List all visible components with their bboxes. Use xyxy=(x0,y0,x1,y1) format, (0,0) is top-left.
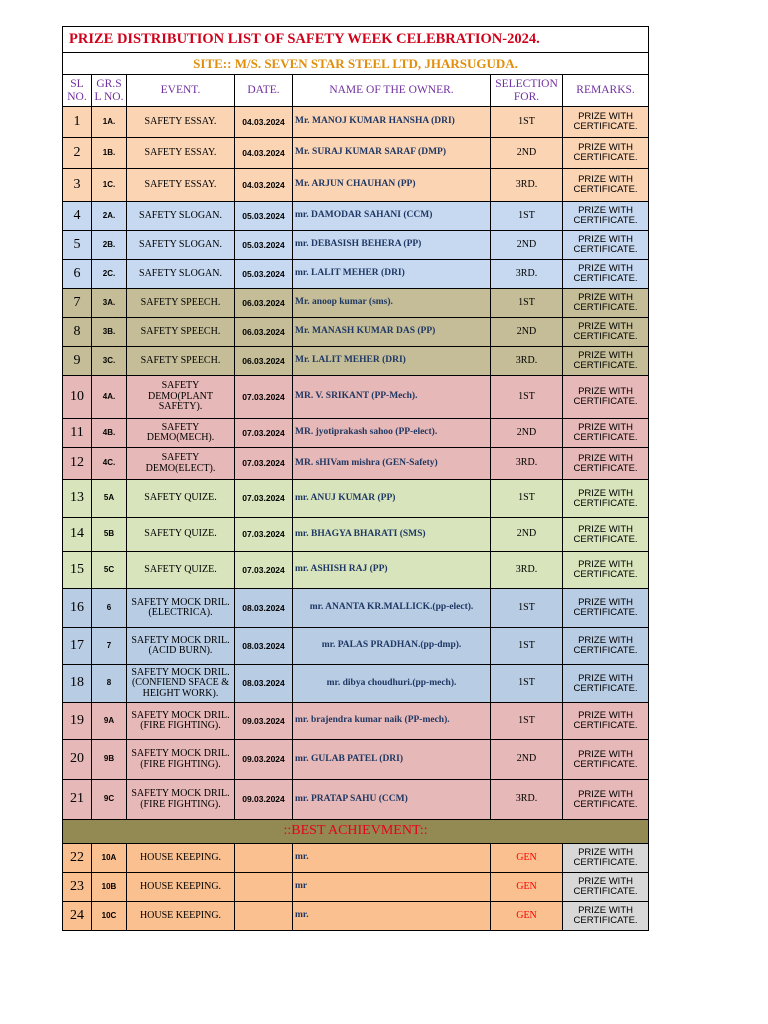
prize-sheet xyxy=(62,26,648,931)
event-date: 06.03.2024 xyxy=(235,347,293,376)
table-row xyxy=(63,448,649,480)
sl-number: 9 xyxy=(63,347,92,376)
event-date: 05.03.2024 xyxy=(235,202,293,231)
sl-number: 23 xyxy=(63,873,92,902)
sl-number: 6 xyxy=(63,260,92,289)
group-number: 8 xyxy=(92,665,127,703)
header-owner: NAME OF THE OWNER. xyxy=(293,75,491,107)
owner-name: mr. GULAB PATEL (DRI) xyxy=(293,740,491,780)
owner-name: mr. ASHISH RAJ (PP) xyxy=(293,552,491,589)
selection-rank: 3RD. xyxy=(491,260,563,289)
sl-number: 18 xyxy=(63,665,92,703)
table-row xyxy=(63,740,649,780)
event-name: HOUSE KEEPING. xyxy=(127,873,235,902)
owner-name: mr. ANUJ KUMAR (PP) xyxy=(293,480,491,518)
table-row xyxy=(63,552,649,589)
event-date: 07.03.2024 xyxy=(235,552,293,589)
event-date xyxy=(235,844,293,873)
event-date: 04.03.2024 xyxy=(235,138,293,169)
selection-rank: 3RD. xyxy=(491,169,563,202)
owner-name: MR. V. SRIKANT (PP-Mech). xyxy=(293,376,491,419)
event-name: SAFETY QUIZE. xyxy=(127,552,235,589)
event-name: SAFETY ESSAY. xyxy=(127,107,235,138)
owner-name: Mr. anoop kumar (sms). xyxy=(293,289,491,318)
event-name: SAFETY QUIZE. xyxy=(127,480,235,518)
page-title: PRIZE DISTRIBUTION LIST OF SAFETY WEEK CELEBRATION-2024. xyxy=(63,27,649,53)
remarks: PRIZE WITH CERTIFICATE. xyxy=(563,740,649,780)
remarks: PRIZE WITH CERTIFICATE. xyxy=(563,518,649,552)
event-date: 07.03.2024 xyxy=(235,518,293,552)
event-name: SAFETY MOCK DRIL. (FIRE FIGHTING). xyxy=(127,780,235,820)
sl-number: 11 xyxy=(63,419,92,448)
group-number: 4B. xyxy=(92,419,127,448)
header-date: DATE. xyxy=(235,75,293,107)
selection-rank: 2ND xyxy=(491,518,563,552)
event-name: SAFETY MOCK DRIL. (FIRE FIGHTING). xyxy=(127,703,235,740)
owner-name: mr. PALAS PRADHAN.(pp-dmp). xyxy=(293,628,491,665)
group-number: 10A xyxy=(92,844,127,873)
sl-number: 1 xyxy=(63,107,92,138)
group-number: 3A. xyxy=(92,289,127,318)
group-number: 2B. xyxy=(92,231,127,260)
selection-rank: 2ND xyxy=(491,419,563,448)
group-number: 4A. xyxy=(92,376,127,419)
event-date: 06.03.2024 xyxy=(235,289,293,318)
table-row xyxy=(63,231,649,260)
selection-rank: 2ND xyxy=(491,231,563,260)
table-row xyxy=(63,902,649,931)
remarks: PRIZE WITH CERTIFICATE. xyxy=(563,419,649,448)
remarks: PRIZE WITH CERTIFICATE. xyxy=(563,665,649,703)
event-date: 07.03.2024 xyxy=(235,376,293,419)
table-row xyxy=(63,138,649,169)
event-date: 04.03.2024 xyxy=(235,169,293,202)
sl-number: 20 xyxy=(63,740,92,780)
owner-name: mr. ANANTA KR.MALLICK.(pp-elect). xyxy=(293,589,491,628)
event-name: HOUSE KEEPING. xyxy=(127,844,235,873)
selection-rank: 1ST xyxy=(491,376,563,419)
group-number: 9C xyxy=(92,780,127,820)
group-number: 1B. xyxy=(92,138,127,169)
event-name: SAFETY DEMO(ELECT). xyxy=(127,448,235,480)
event-name: SAFETY MOCK DRIL. (ACID BURN). xyxy=(127,628,235,665)
sl-number: 4 xyxy=(63,202,92,231)
sl-number: 13 xyxy=(63,480,92,518)
remarks: PRIZE WITH CERTIFICATE. xyxy=(563,107,649,138)
event-name: SAFETY QUIZE. xyxy=(127,518,235,552)
remarks: PRIZE WITH CERTIFICATE. xyxy=(563,169,649,202)
group-number: 1C. xyxy=(92,169,127,202)
group-number: 10C xyxy=(92,902,127,931)
table-row xyxy=(63,780,649,820)
header-event: EVENT. xyxy=(127,75,235,107)
event-date: 09.03.2024 xyxy=(235,703,293,740)
event-name: SAFETY ESSAY. xyxy=(127,138,235,169)
sl-number: 8 xyxy=(63,318,92,347)
sl-number: 19 xyxy=(63,703,92,740)
sl-number: 5 xyxy=(63,231,92,260)
owner-name: mr. DAMODAR SAHANI (CCM) xyxy=(293,202,491,231)
group-number: 10B xyxy=(92,873,127,902)
owner-name: mr. PRATAP SAHU (CCM) xyxy=(293,780,491,820)
remarks: PRIZE WITH CERTIFICATE. xyxy=(563,589,649,628)
remarks: PRIZE WITH CERTIFICATE. xyxy=(563,780,649,820)
table-row xyxy=(63,703,649,740)
remarks: PRIZE WITH CERTIFICATE. xyxy=(563,628,649,665)
owner-name: mr. brajendra kumar naik (PP-mech). xyxy=(293,703,491,740)
event-name: SAFETY MOCK DRIL. (FIRE FIGHTING). xyxy=(127,740,235,780)
table-row xyxy=(63,665,649,703)
group-number: 3B. xyxy=(92,318,127,347)
remarks: PRIZE WITH CERTIFICATE. xyxy=(563,289,649,318)
table-row xyxy=(63,202,649,231)
selection-rank: GEN xyxy=(491,844,563,873)
table-header-row xyxy=(63,75,649,107)
group-number: 6 xyxy=(92,589,127,628)
table-row xyxy=(63,376,649,419)
remarks: PRIZE WITH CERTIFICATE. xyxy=(563,138,649,169)
prize-table xyxy=(62,26,649,931)
header-selection: SELECTION FOR. xyxy=(491,75,563,107)
selection-rank: 2ND xyxy=(491,138,563,169)
event-name: SAFETY SPEECH. xyxy=(127,347,235,376)
group-number: 3C. xyxy=(92,347,127,376)
table-row xyxy=(63,289,649,318)
selection-rank: 2ND xyxy=(491,740,563,780)
header-sl: SL NO. xyxy=(63,75,92,107)
table-row xyxy=(63,419,649,448)
sl-number: 2 xyxy=(63,138,92,169)
remarks: PRIZE WITH CERTIFICATE. xyxy=(563,902,649,931)
selection-rank: 1ST xyxy=(491,107,563,138)
event-name: SAFETY SLOGAN. xyxy=(127,260,235,289)
group-number: 9A xyxy=(92,703,127,740)
owner-name: mr. xyxy=(293,844,491,873)
event-name: SAFETY SPEECH. xyxy=(127,318,235,347)
event-name: SAFETY SLOGAN. xyxy=(127,231,235,260)
event-date: 04.03.2024 xyxy=(235,107,293,138)
table-row xyxy=(63,873,649,902)
owner-name: mr. xyxy=(293,902,491,931)
event-date: 09.03.2024 xyxy=(235,740,293,780)
sl-number: 24 xyxy=(63,902,92,931)
table-row xyxy=(63,107,649,138)
remarks: PRIZE WITH CERTIFICATE. xyxy=(563,552,649,589)
event-date: 05.03.2024 xyxy=(235,231,293,260)
remarks: PRIZE WITH CERTIFICATE. xyxy=(563,873,649,902)
group-number: 5C xyxy=(92,552,127,589)
selection-rank: 3RD. xyxy=(491,347,563,376)
group-number: 1A. xyxy=(92,107,127,138)
selection-rank: 3RD. xyxy=(491,780,563,820)
remarks: PRIZE WITH CERTIFICATE. xyxy=(563,202,649,231)
owner-name: Mr. MANASH KUMAR DAS (PP) xyxy=(293,318,491,347)
event-date: 07.03.2024 xyxy=(235,480,293,518)
event-name: SAFETY SPEECH. xyxy=(127,289,235,318)
selection-rank: 1ST xyxy=(491,289,563,318)
group-number: 5B xyxy=(92,518,127,552)
event-date: 08.03.2024 xyxy=(235,665,293,703)
owner-name: mr. dibya choudhuri.(pp-mech). xyxy=(293,665,491,703)
remarks: PRIZE WITH CERTIFICATE. xyxy=(563,376,649,419)
remarks: PRIZE WITH CERTIFICATE. xyxy=(563,844,649,873)
owner-name: mr. BHAGYA BHARATI (SMS) xyxy=(293,518,491,552)
event-name: SAFETY MOCK DRIL. (ELECTRICA). xyxy=(127,589,235,628)
table-row xyxy=(63,628,649,665)
remarks: PRIZE WITH CERTIFICATE. xyxy=(563,703,649,740)
event-date: 07.03.2024 xyxy=(235,448,293,480)
owner-name: Mr. LALIT MEHER (DRI) xyxy=(293,347,491,376)
event-name: SAFETY DEMO(PLANT SAFETY). xyxy=(127,376,235,419)
selection-rank: GEN xyxy=(491,902,563,931)
table-row xyxy=(63,318,649,347)
event-name: SAFETY ESSAY. xyxy=(127,169,235,202)
event-date: 05.03.2024 xyxy=(235,260,293,289)
event-name: SAFETY SLOGAN. xyxy=(127,202,235,231)
event-date: 07.03.2024 xyxy=(235,419,293,448)
owner-name: MR. sHIVam mishra (GEN-Safety) xyxy=(293,448,491,480)
best-achievement-row xyxy=(63,820,649,844)
sl-number: 15 xyxy=(63,552,92,589)
remarks: PRIZE WITH CERTIFICATE. xyxy=(563,347,649,376)
selection-rank: 1ST xyxy=(491,628,563,665)
event-name: SAFETY MOCK DRIL. (CONFIEND SFACE & HEIGHT WORK). xyxy=(127,665,235,703)
event-date xyxy=(235,902,293,931)
owner-name: mr xyxy=(293,873,491,902)
remarks: PRIZE WITH CERTIFICATE. xyxy=(563,480,649,518)
sl-number: 22 xyxy=(63,844,92,873)
remarks: PRIZE WITH CERTIFICATE. xyxy=(563,318,649,347)
best-achievement-title: ::BEST ACHIEVMENT:: xyxy=(63,820,649,844)
sl-number: 21 xyxy=(63,780,92,820)
owner-name: mr. LALIT MEHER (DRI) xyxy=(293,260,491,289)
event-date: 09.03.2024 xyxy=(235,780,293,820)
remarks: PRIZE WITH CERTIFICATE. xyxy=(563,448,649,480)
event-date xyxy=(235,873,293,902)
table-row xyxy=(63,589,649,628)
table-row xyxy=(63,480,649,518)
event-name: HOUSE KEEPING. xyxy=(127,902,235,931)
group-number: 7 xyxy=(92,628,127,665)
group-number: 2C. xyxy=(92,260,127,289)
sl-number: 14 xyxy=(63,518,92,552)
table-row xyxy=(63,518,649,552)
event-date: 08.03.2024 xyxy=(235,628,293,665)
sl-number: 16 xyxy=(63,589,92,628)
remarks: PRIZE WITH CERTIFICATE. xyxy=(563,260,649,289)
table-row xyxy=(63,347,649,376)
group-number: 2A. xyxy=(92,202,127,231)
event-date: 06.03.2024 xyxy=(235,318,293,347)
selection-rank: 1ST xyxy=(491,665,563,703)
event-name: SAFETY DEMO(MECH). xyxy=(127,419,235,448)
site-subtitle: SITE:: M/S. SEVEN STAR STEEL LTD, JHARSUGUDA. xyxy=(63,53,649,75)
group-number: 9B xyxy=(92,740,127,780)
group-number: 4C. xyxy=(92,448,127,480)
sl-number: 17 xyxy=(63,628,92,665)
selection-rank: 2ND xyxy=(491,318,563,347)
sl-number: 12 xyxy=(63,448,92,480)
remarks: PRIZE WITH CERTIFICATE. xyxy=(563,231,649,260)
owner-name: mr. DEBASISH BEHERA (PP) xyxy=(293,231,491,260)
owner-name: Mr. ARJUN CHAUHAN (PP) xyxy=(293,169,491,202)
selection-rank: 3RD. xyxy=(491,448,563,480)
selection-rank: 1ST xyxy=(491,480,563,518)
owner-name: Mr. MANOJ KUMAR HANSHA (DRI) xyxy=(293,107,491,138)
header-remarks: REMARKS. xyxy=(563,75,649,107)
sl-number: 3 xyxy=(63,169,92,202)
sl-number: 7 xyxy=(63,289,92,318)
selection-rank: 1ST xyxy=(491,589,563,628)
header-gr: GR.S L NO. xyxy=(92,75,127,107)
sl-number: 10 xyxy=(63,376,92,419)
group-number: 5A xyxy=(92,480,127,518)
table-row xyxy=(63,844,649,873)
event-date: 08.03.2024 xyxy=(235,589,293,628)
selection-rank: 3RD. xyxy=(491,552,563,589)
owner-name: MR. jyotiprakash sahoo (PP-elect). xyxy=(293,419,491,448)
selection-rank: GEN xyxy=(491,873,563,902)
table-row xyxy=(63,169,649,202)
owner-name: Mr. SURAJ KUMAR SARAF (DMP) xyxy=(293,138,491,169)
table-row xyxy=(63,260,649,289)
selection-rank: 1ST xyxy=(491,703,563,740)
selection-rank: 1ST xyxy=(491,202,563,231)
